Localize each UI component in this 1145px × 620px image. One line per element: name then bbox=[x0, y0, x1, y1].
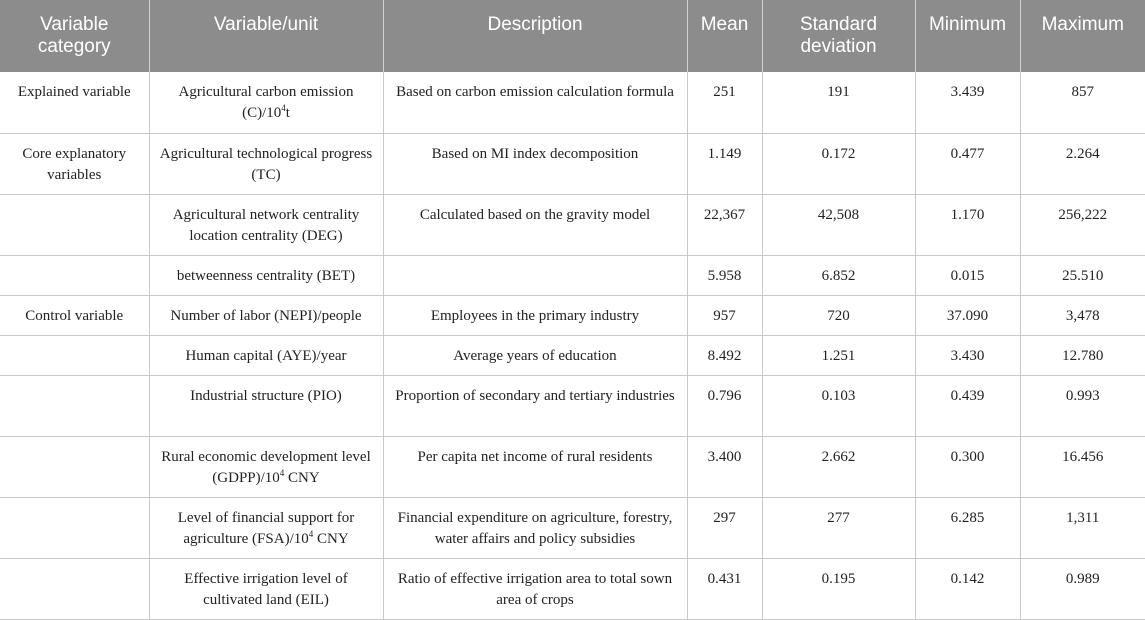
cell-mean: 3.400 bbox=[687, 436, 762, 497]
header-variable-category: Variable category bbox=[0, 0, 149, 72]
cell-min: 1.170 bbox=[915, 194, 1020, 255]
cell-mean: 5.958 bbox=[687, 255, 762, 295]
cell-variable: Level of financial support for agriculture $(FSA)/10^4$ CNY bbox=[149, 497, 383, 558]
cell-description: Ratio of effective irrigation area to total sown area of crops bbox=[383, 558, 687, 619]
cell-variable: Agricultural technological progress (TC) bbox=[149, 133, 383, 194]
cell-max: 12.780 bbox=[1020, 335, 1145, 375]
cell-mean: 0.796 bbox=[687, 375, 762, 436]
cell-mean: 8.492 bbox=[687, 335, 762, 375]
cell-max: 3,478 bbox=[1020, 295, 1145, 335]
cell-variable: Number of labor (NEPI)/people bbox=[149, 295, 383, 335]
table-row bbox=[0, 497, 1145, 558]
cell-sd: 6.852 bbox=[762, 255, 915, 295]
cell-sd: 277 bbox=[762, 497, 915, 558]
cell-min: 0.142 bbox=[915, 558, 1020, 619]
header-variable-unit: Variable/unit bbox=[149, 0, 383, 72]
cell-description bbox=[383, 255, 687, 295]
cell-mean: 251 bbox=[687, 72, 762, 133]
cell-variable: Human capital (AYE)/year bbox=[149, 335, 383, 375]
header-row bbox=[0, 0, 1145, 72]
cell-description: Financial expenditure on agriculture, forestry, water affairs and policy subsidies bbox=[383, 497, 687, 558]
table-row bbox=[0, 375, 1145, 436]
cell-max: 857 bbox=[1020, 72, 1145, 133]
cell-max: 16.456 bbox=[1020, 436, 1145, 497]
cell-max: 0.993 bbox=[1020, 375, 1145, 436]
cell-max: 25.510 bbox=[1020, 255, 1145, 295]
cell-variable: Effective irrigation level of cultivated land (EIL) bbox=[149, 558, 383, 619]
cell-max: 0.989 bbox=[1020, 558, 1145, 619]
cell-category bbox=[0, 497, 149, 558]
cell-min: 3.439 bbox=[915, 72, 1020, 133]
table-row bbox=[0, 436, 1145, 497]
cell-sd: 0.172 bbox=[762, 133, 915, 194]
cell-max: 2.264 bbox=[1020, 133, 1145, 194]
cell-category: Explained variable bbox=[0, 72, 149, 133]
table-row bbox=[0, 558, 1145, 619]
cell-sd: 720 bbox=[762, 295, 915, 335]
cell-min: 3.430 bbox=[915, 335, 1020, 375]
cell-description: Based on carbon emission calculation formula bbox=[383, 72, 687, 133]
header-minimum: Minimum bbox=[915, 0, 1020, 72]
cell-sd: 0.195 bbox=[762, 558, 915, 619]
header-standard-deviation: Standard deviation bbox=[762, 0, 915, 72]
table-row bbox=[0, 295, 1145, 335]
cell-variable: betweenness centrality (BET) bbox=[149, 255, 383, 295]
table-row bbox=[0, 72, 1145, 133]
cell-min: 0.015 bbox=[915, 255, 1020, 295]
cell-min: 6.285 bbox=[915, 497, 1020, 558]
header-maximum: Maximum bbox=[1020, 0, 1145, 72]
cell-mean: 22,367 bbox=[687, 194, 762, 255]
cell-description: Per capita net income of rural residents bbox=[383, 436, 687, 497]
cell-variable: Agricultural carbon emission $(C)/10^4t$ bbox=[149, 72, 383, 133]
cell-category: Control variable bbox=[0, 295, 149, 335]
cell-min: 0.439 bbox=[915, 375, 1020, 436]
cell-sd: 42,508 bbox=[762, 194, 915, 255]
cell-mean: 957 bbox=[687, 295, 762, 335]
cell-sd: 191 bbox=[762, 72, 915, 133]
table-row bbox=[0, 194, 1145, 255]
cell-category bbox=[0, 558, 149, 619]
cell-sd: 0.103 bbox=[762, 375, 915, 436]
cell-mean: 1.149 bbox=[687, 133, 762, 194]
cell-category: Core explanatory variables bbox=[0, 133, 149, 194]
cell-mean: 0.431 bbox=[687, 558, 762, 619]
cell-sd: 1.251 bbox=[762, 335, 915, 375]
cell-sd: 2.662 bbox=[762, 436, 915, 497]
cell-category bbox=[0, 335, 149, 375]
cell-category bbox=[0, 375, 149, 436]
table-row bbox=[0, 255, 1145, 295]
cell-max: 256,222 bbox=[1020, 194, 1145, 255]
cell-category bbox=[0, 255, 149, 295]
cell-max: 1,311 bbox=[1020, 497, 1145, 558]
cell-description: Average years of education bbox=[383, 335, 687, 375]
cell-min: 0.477 bbox=[915, 133, 1020, 194]
cell-min: 0.300 bbox=[915, 436, 1020, 497]
header-description: Description bbox=[383, 0, 687, 72]
table-row bbox=[0, 133, 1145, 194]
table-row bbox=[0, 335, 1145, 375]
cell-description: Employees in the primary industry bbox=[383, 295, 687, 335]
cell-description: Calculated based on the gravity model bbox=[383, 194, 687, 255]
cell-variable: Industrial structure (PIO) bbox=[149, 375, 383, 436]
cell-min: 37.090 bbox=[915, 295, 1020, 335]
cell-variable: Agricultural network centrality location centrality (DEG) bbox=[149, 194, 383, 255]
cell-description: Based on MI index decomposition bbox=[383, 133, 687, 194]
cell-variable: Rural economic development level $(GDPP)/10^4$ CNY bbox=[149, 436, 383, 497]
cell-mean: 297 bbox=[687, 497, 762, 558]
cell-category bbox=[0, 436, 149, 497]
cell-description: Proportion of secondary and tertiary industries bbox=[383, 375, 687, 436]
cell-category bbox=[0, 194, 149, 255]
header-mean: Mean bbox=[687, 0, 762, 72]
